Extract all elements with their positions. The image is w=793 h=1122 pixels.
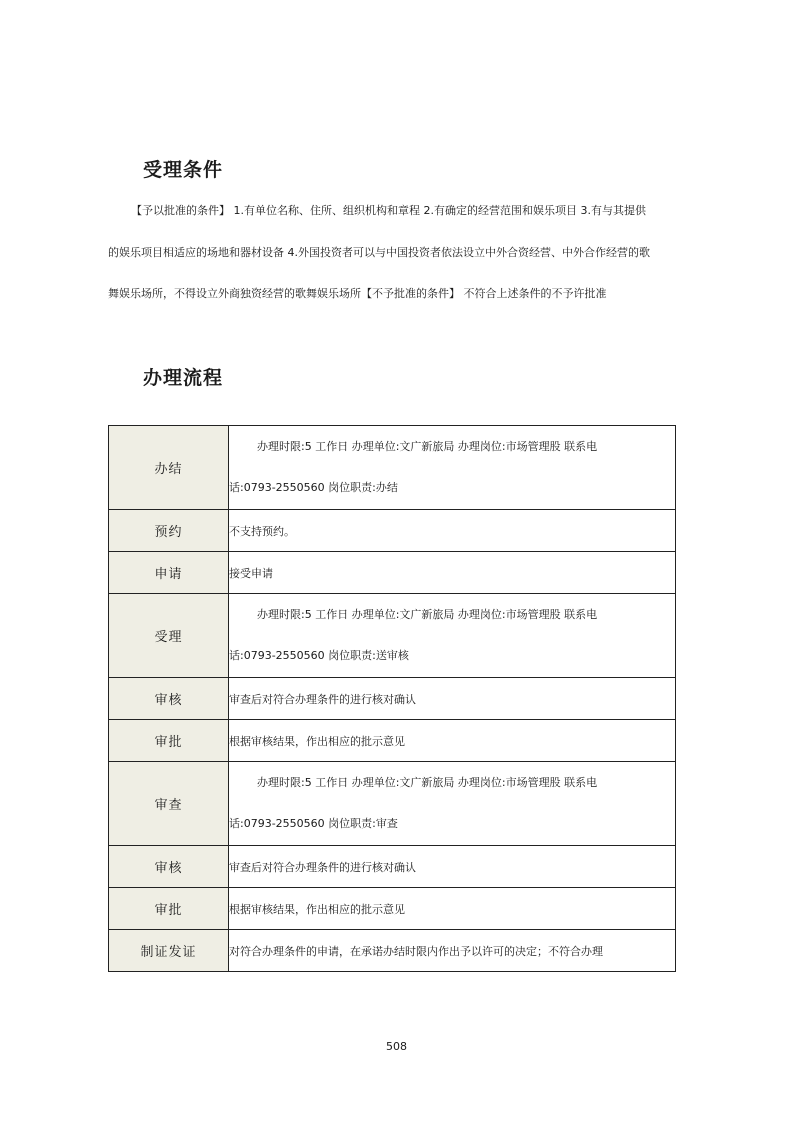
row-content-line: 办理时限:5 工作日 办理单位:文广新旅局 办理岗位:市场管理股 联系电 [257, 776, 598, 789]
process-table [108, 425, 676, 972]
row-label: 受理 [109, 594, 229, 678]
row-label: 预约 [109, 510, 229, 552]
table-row [109, 888, 676, 930]
row-label: 审查 [109, 762, 229, 846]
row-content-line: 话:0793-2550560 岗位职责:办结 [229, 481, 398, 494]
table-row [109, 426, 676, 510]
row-content-line: 话:0793-2550560 岗位职责:送审核 [229, 649, 409, 662]
row-content: 对符合办理条件的申请，在承诺办结时限内作出予以许可的决定；不符合办理 [229, 930, 676, 972]
conditions-line-3: 舞娱乐场所，不得设立外商独资经营的歌舞娱乐场所【不予批准的条件】 不符合上述条件的不予许批准 [108, 287, 607, 300]
section-title-process: 办理流程 [143, 367, 224, 389]
row-content-line: 办理时限:5 工作日 办理单位:文广新旅局 办理岗位:市场管理股 联系电 [257, 608, 598, 621]
row-content [229, 762, 676, 846]
row-content: 根据审核结果，作出相应的批示意见 [229, 888, 676, 930]
section-title-conditions: 受理条件 [143, 159, 224, 181]
row-content-line: 办理时限:5 工作日 办理单位:文广新旅局 办理岗位:市场管理股 联系电 [257, 440, 598, 453]
conditions-line-2: 的娱乐项目相适应的场地和器材设备 4.外国投资者可以与中国投资者依法设立中外合资经营、中外合作经营的歌 [108, 246, 650, 259]
row-label: 审核 [109, 846, 229, 888]
table-row [109, 552, 676, 594]
row-content [229, 594, 676, 678]
table-row [109, 930, 676, 972]
row-label: 申请 [109, 552, 229, 594]
row-content: 不支持预约。 [229, 510, 676, 552]
row-content [229, 426, 676, 510]
table-row [109, 762, 676, 846]
row-label: 制证发证 [109, 930, 229, 972]
conditions-line-1: 【予以批准的条件】 1.有单位名称、住所、组织机构和章程 2.有确定的经营范围和娱乐项目 3.有与其提供 [131, 204, 646, 217]
row-content: 审查后对符合办理条件的进行核对确认 [229, 678, 676, 720]
row-label: 审批 [109, 720, 229, 762]
row-content: 审查后对符合办理条件的进行核对确认 [229, 846, 676, 888]
row-content-line: 话:0793-2550560 岗位职责:审查 [229, 817, 398, 830]
table-row [109, 720, 676, 762]
row-label: 审批 [109, 888, 229, 930]
row-content: 接受申请 [229, 552, 676, 594]
row-content: 根据审核结果，作出相应的批示意见 [229, 720, 676, 762]
table-row [109, 594, 676, 678]
row-label: 审核 [109, 678, 229, 720]
row-label: 办结 [109, 426, 229, 510]
table-row [109, 846, 676, 888]
table-row [109, 510, 676, 552]
table-row [109, 678, 676, 720]
page-number: 508 [386, 1040, 407, 1053]
